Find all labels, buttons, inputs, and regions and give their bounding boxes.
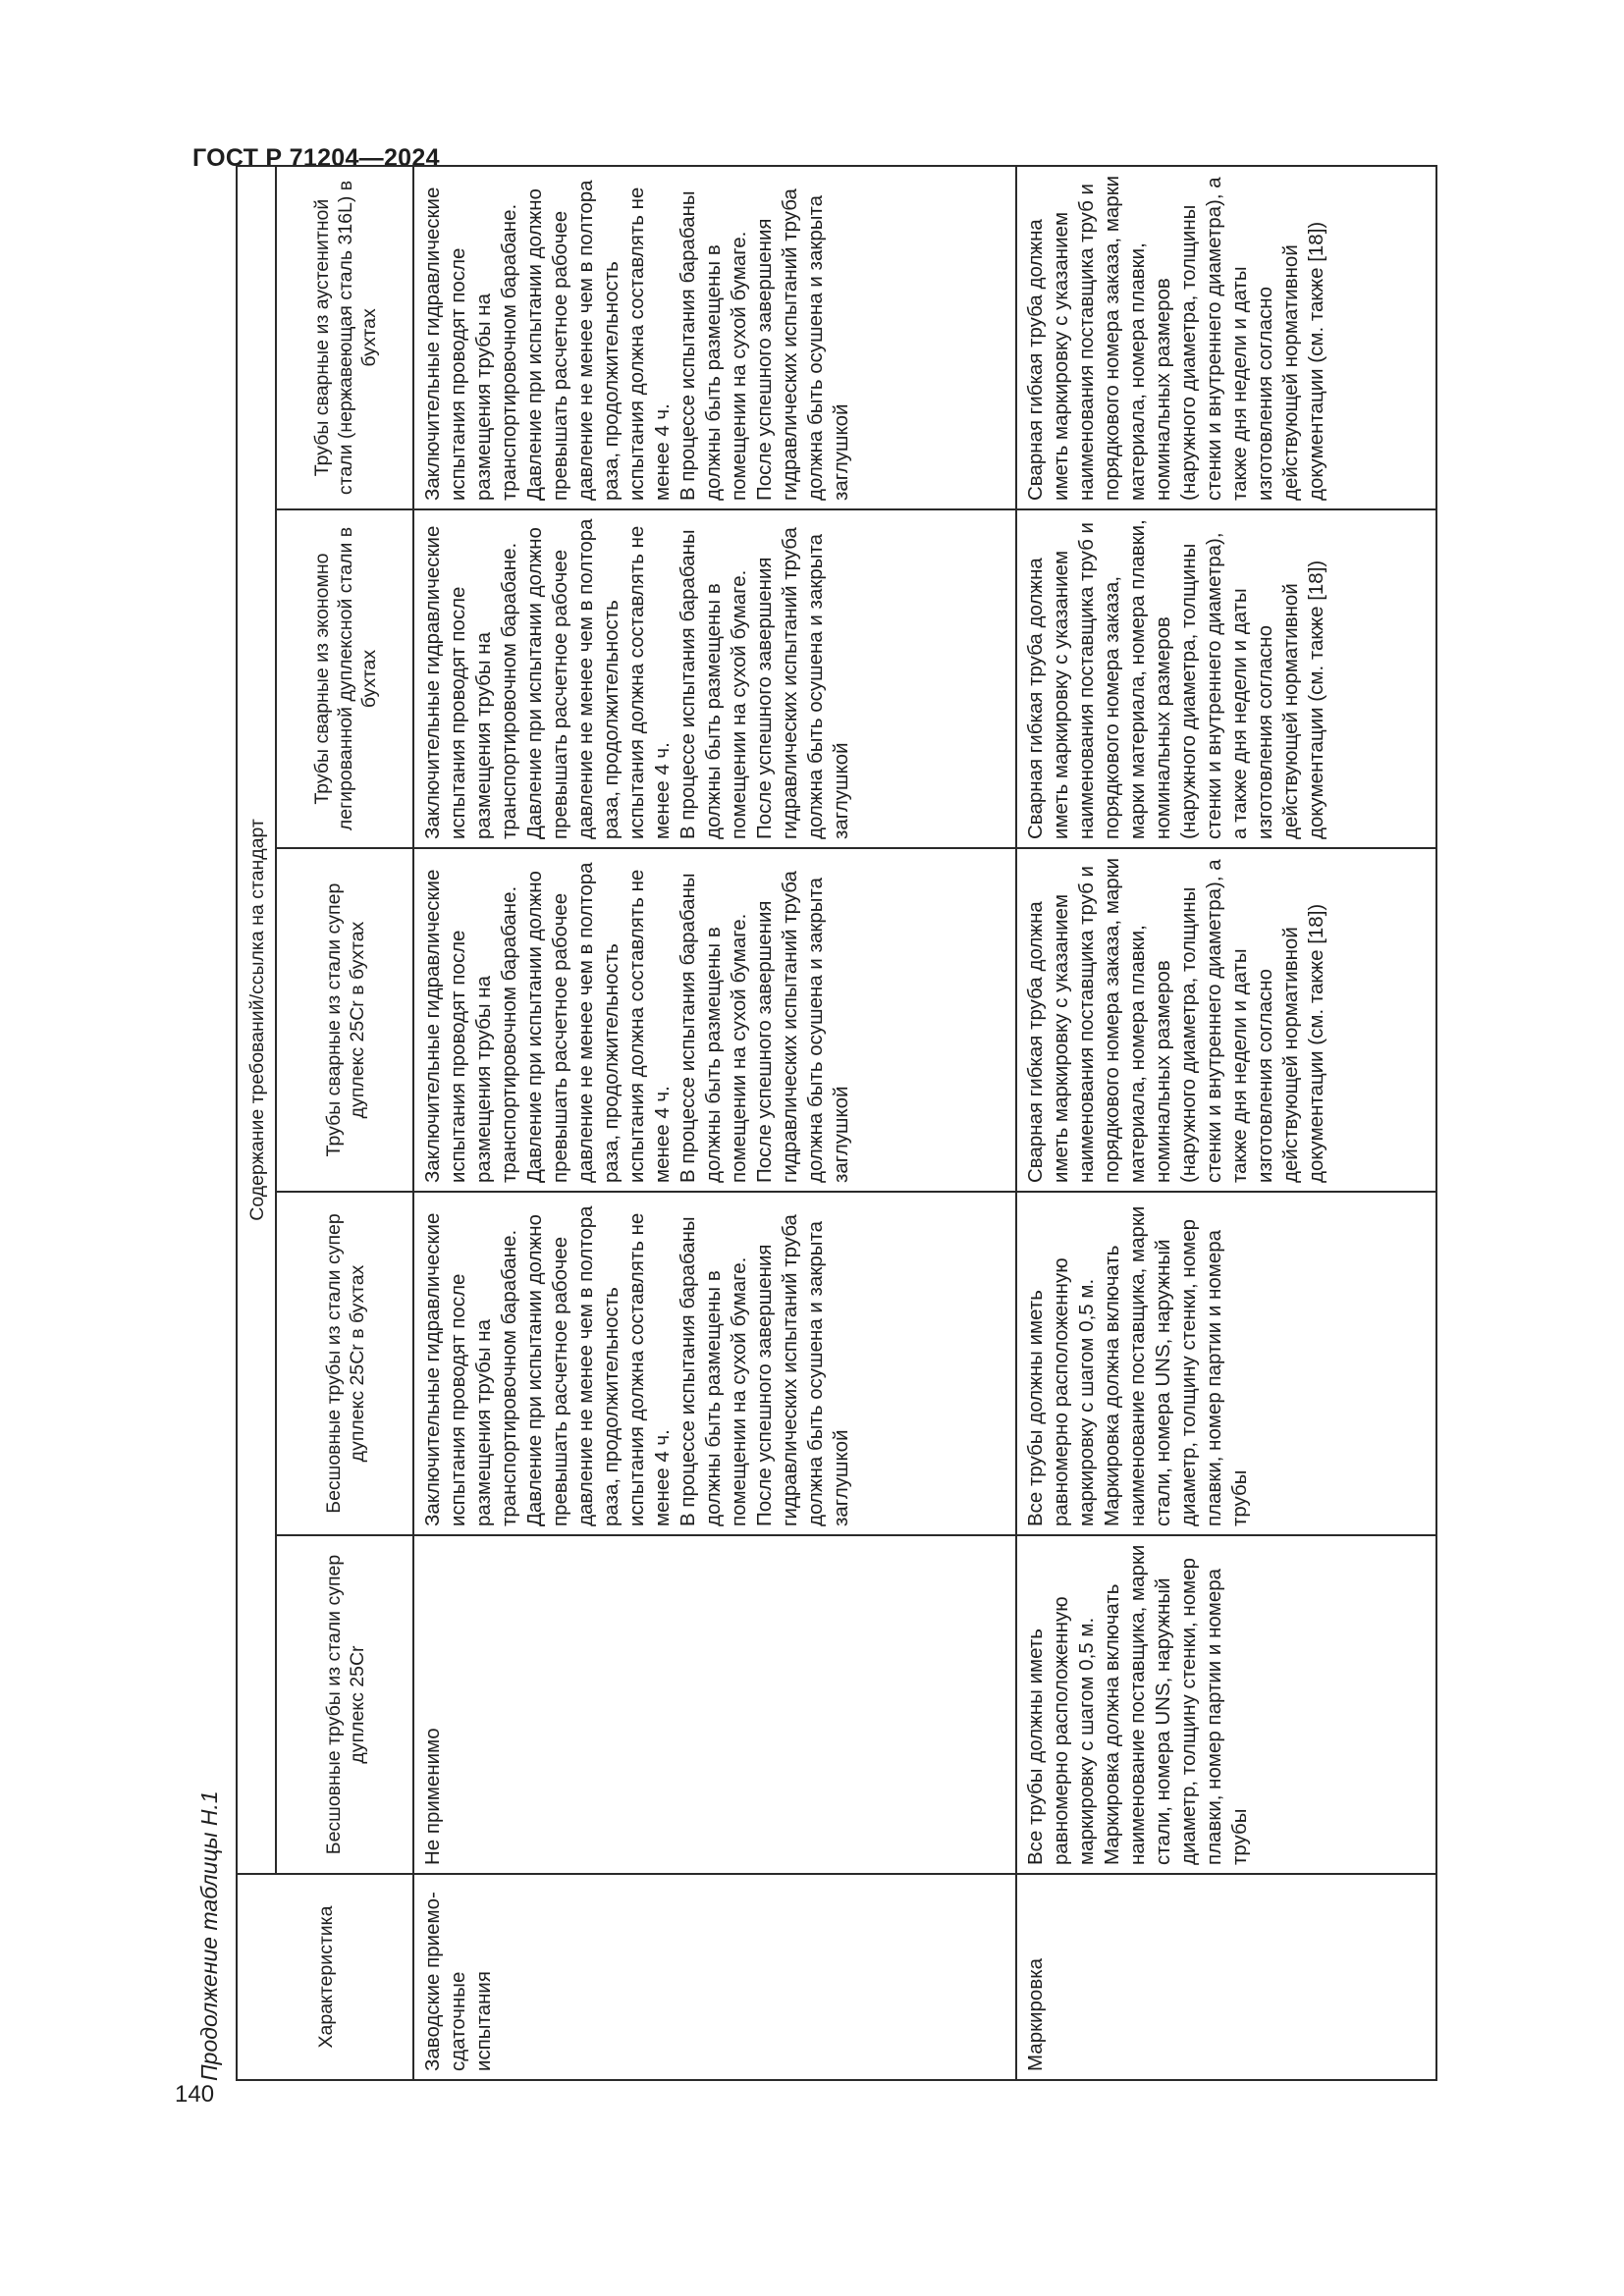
- table-row: [1016, 166, 1436, 2080]
- table-cell: Заключительные гидравлические испытания проводят после размещения трубы на транспортировочном барабане. Давление при испытании должно превышать расчетное рабочее давление не менее чем в полтора раза, продолжительность испытания должна составлять не менее 4 ч. В процессе испытания барабаны должны быть размещены в помещении на сухой бумаге. После успешного завершения гидравлических испытаний труба должна быть осушена и закрыта заглушкой: [413, 166, 1016, 509]
- group-header: Содержание требований/ссылка на стандарт: [237, 166, 276, 1874]
- table-cell: Не применимо: [413, 1535, 1016, 1874]
- table-cell: Все трубы должны иметь равномерно расположенную маркировку с шагом 0,5 м. Маркировка должна включать наименование поставщика, марки стали, номера UNS, наружный диаметр, толщину стенки, номер плавки, номер партии и номера трубы: [1016, 1192, 1436, 1535]
- table-cell: Заключительные гидравлические испытания проводят после размещения трубы на транспортировочном барабане. Давление при испытании должно превышать расчетное рабочее давление не менее чем в полтора раза, продолжительность испытания должна составлять не менее 4 ч. В процессе испытания барабаны должны быть размещены в помещении на сухой бумаге. После успешного завершения гидравлических испытаний труба должна быть осушена и закрыта заглушкой: [413, 509, 1016, 848]
- table-caption: Продолжение таблицы Н.1: [196, 1790, 222, 2081]
- column-header: Трубы сварные из аустенитной стали (нержавеющая сталь 316L) в бухтах: [276, 166, 413, 509]
- row-characteristic: Маркировка: [1016, 1874, 1436, 2080]
- document-title: ГОСТ Р 71204—2024: [192, 144, 440, 172]
- table-cell: Сварная гибкая труба должна иметь маркировку с указанием наименования поставщика труб и порядкового номера заказа, марки материала, номера плавки, номинальных размеров (наружного диаметра, толщины стенки и внутреннего диаметра), а также дня недели и даты изготовления согласно действующей нормативной документации (см. также [18]): [1016, 166, 1436, 509]
- group-header-row: [237, 166, 276, 2080]
- column-header: Характеристика: [237, 1874, 413, 2080]
- table-cell: Сварная гибкая труба должна иметь маркировку с указанием наименования поставщика труб и порядкового номера заказа, марки материала, номера плавки, номинальных размеров (наружного диаметра, толщины стенки и внутреннего диаметра), а также дня недели и даты изготовления согласно действующей нормативной документации (см. также [18]): [1016, 848, 1436, 1192]
- column-header: Бесшовные трубы из стали супер дуплекс 25Cr: [276, 1535, 413, 1874]
- column-header: Трубы сварные из экономно легированной дуплексной стали в бухтах: [276, 509, 413, 848]
- table-cell: Все трубы должны иметь равномерно расположенную маркировку с шагом 0,5 м. Маркировка должна включать наименование поставщика, марки стали, номера UNS, наружный диаметр, толщину стенки, номер плавки, номер партии и номера трубы: [1016, 1535, 1436, 1874]
- table-cell: Заключительные гидравлические испытания проводят после размещения трубы на транспортировочном барабане. Давление при испытании должно превышать расчетное рабочее давление не менее чем в полтора раза, продолжительность испытания должна составлять не менее 4 ч. В процессе испытания барабаны должны быть размещены в помещении на сухой бумаге. После успешного завершения гидравлических испытаний труба должна быть осушена и закрыта заглушкой: [413, 848, 1016, 1192]
- column-header: Трубы сварные из стали супер дуплекс 25Cr в бухтах: [276, 848, 413, 1192]
- page-number: 140: [175, 2081, 215, 2108]
- column-header-row: [276, 166, 413, 2080]
- requirements-table: [236, 165, 1437, 2081]
- column-header: Бесшовные трубы из стали супер дуплекс 25Cr в бухтах: [276, 1192, 413, 1535]
- row-characteristic: Заводские приемо-сдаточные испытания: [413, 1874, 1016, 2080]
- table-row: [413, 166, 1016, 2080]
- table-cell: Сварная гибкая труба должна иметь маркировку с указанием наименования поставщика труб и порядкового номера заказа, марки материала, номера плавки, номинальных размеров (наружного диаметра, толщины стенки и внутреннего диаметра), а также дня недели и даты изготовления согласно действующей нормативной документации (см. также [18]): [1016, 509, 1436, 848]
- table-cell: Заключительные гидравлические испытания проводят после размещения трубы на транспортировочном барабане. Давление при испытании должно превышать расчетное рабочее давление не менее чем в полтора раза, продолжительность испытания должна составлять не менее 4 ч. В процессе испытания барабаны должны быть размещены в помещении на сухой бумаге. После успешного завершения гидравлических испытаний труба должна быть осушена и закрыта заглушкой: [413, 1192, 1016, 1535]
- rotated-table-area: [196, 167, 1434, 2081]
